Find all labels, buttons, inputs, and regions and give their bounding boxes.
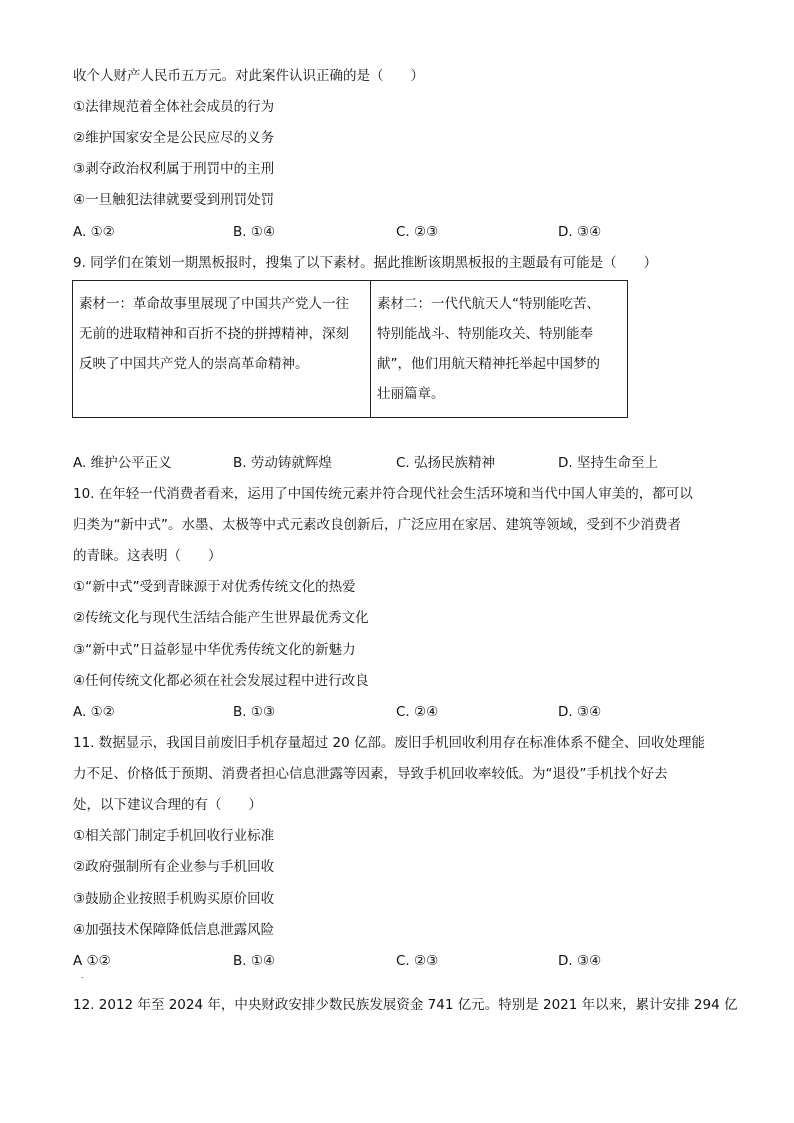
q8-option-d[interactable]: D. ③④ bbox=[558, 224, 602, 240]
q11-option-b[interactable]: B. ①④ bbox=[233, 953, 276, 969]
material-1-line-1: 素材一：革命故事里展现了中国共产党人一往 bbox=[79, 296, 349, 312]
q10-option-a[interactable]: A. ①② bbox=[73, 704, 115, 720]
q11-options bbox=[73, 951, 713, 971]
q9-option-d[interactable]: D. 坚持生命至上 bbox=[558, 455, 658, 471]
q11-option-a[interactable]: A ①② bbox=[73, 953, 111, 969]
q10-option-b[interactable]: B. ①③ bbox=[233, 704, 276, 720]
q9-material-2 bbox=[371, 281, 628, 418]
q8-stem-tail: 收个人财产人民币五万元。对此案件认识正确的是（ ） bbox=[73, 68, 424, 84]
material-2-line-1: 素材二：一代代航天人“特别能吃苦、 bbox=[377, 296, 600, 312]
q12-stem-start: 12. 2012 年至 2024 年，中央财政安排少数民族发展资金 741 亿元。特别是 2021 年以来，累计安排 294 亿 bbox=[73, 997, 738, 1013]
q9-option-c[interactable]: C. 弘扬民族精神 bbox=[396, 455, 496, 471]
q10-stem-line-3: 的青睐。这表明（ ） bbox=[73, 548, 222, 564]
q9-option-a[interactable]: A. 维护公平正义 bbox=[73, 455, 172, 471]
material-1-line-2: 无前的进取精神和百折不挠的拼搏精神，深刻 bbox=[79, 326, 349, 342]
material-2-line-3: 献”，他们用航天精神托举起中国梦的 bbox=[377, 356, 600, 372]
q11-statement-2: ②政府强制所有企业参与手机回收 bbox=[73, 859, 275, 875]
material-1-line-3: 反映了中国共产党人的崇高革命精神。 bbox=[79, 356, 309, 372]
q8-option-c[interactable]: C. ②③ bbox=[396, 224, 439, 240]
q8-statement-1: ①法律规范着全体社会成员的行为 bbox=[73, 99, 275, 115]
q10-statement-2: ②传统文化与现代生活结合能产生世界最优秀文化 bbox=[73, 610, 369, 626]
q9-material-1 bbox=[73, 281, 371, 418]
q8-statement-4: ④一旦触犯法律就要受到刑罚处罚 bbox=[73, 192, 275, 208]
q10-statement-4: ④任何传统文化都必须在社会发展过程中进行改良 bbox=[73, 673, 369, 689]
q11-option-d[interactable]: D. ③④ bbox=[558, 953, 602, 969]
q10-statement-1: ①“新中式”受到青睐源于对优秀传统文化的热爱 bbox=[73, 579, 356, 595]
q10-option-d[interactable]: D. ③④ bbox=[558, 704, 602, 720]
material-2-line-4: 壮丽篇章。 bbox=[377, 386, 445, 402]
q11-option-c[interactable]: C. ②③ bbox=[396, 953, 439, 969]
q11-stem-line-2: 力不足、价格低于预期、消费者担心信息泄露等因素，导致手机回收率较低。为“退役”手机找个好去 bbox=[73, 766, 668, 782]
q10-stem-line-1: 10. 在年轻一代消费者看来，运用了中国传统元素并符合现代社会生活环境和当代中国人审美的，都可以 bbox=[73, 486, 693, 502]
q11-statement-1: ①相关部门制定手机回收行业标准 bbox=[73, 828, 275, 844]
q8-option-a[interactable]: A. ①② bbox=[73, 224, 115, 240]
q11-stem-line-1: 11. 数据显示，我国目前废旧手机存量超过 20 亿部。废旧手机回收利用存在标准体系不健全、回收处理能 bbox=[73, 735, 706, 751]
q10-option-c[interactable]: C. ②④ bbox=[396, 704, 439, 720]
q9-stem: 9. 同学们在策划一期黑板报时，搜集了以下素材。据此推断该期黑板报的主题最有可能是（ ） bbox=[73, 255, 658, 271]
q10-statement-3: ③“新中式”日益彰显中华优秀传统文化的新魅力 bbox=[73, 642, 356, 658]
q8-statement-3: ③剥夺政治权利属于刑罚中的主刑 bbox=[73, 161, 275, 177]
q11-statement-4: ④加强技术保障降低信息泄露风险 bbox=[73, 922, 275, 938]
q11-statement-3: ③鼓励企业按照手机购买原价回收 bbox=[73, 891, 275, 907]
q9-options bbox=[73, 453, 713, 473]
q8-options bbox=[73, 222, 713, 242]
q8-option-b[interactable]: B. ①④ bbox=[233, 224, 276, 240]
q10-options bbox=[73, 702, 713, 722]
q10-stem-line-2: 归类为“新中式”。水墨、太极等中式元素改良创新后，广泛应用在家居、建筑等领域，受到不少消费者 bbox=[73, 517, 681, 533]
material-2-line-2: 特别能战斗、特别能攻关、特别能奉 bbox=[377, 326, 593, 342]
q8-statement-2: ②维护国家安全是公民应尽的义务 bbox=[73, 130, 275, 146]
q9-material-table bbox=[72, 280, 628, 418]
q9-option-b[interactable]: B. 劳动铸就辉煌 bbox=[233, 455, 332, 471]
q11-stem-line-3: 处，以下建议合理的有（ ） bbox=[73, 797, 262, 813]
stray-dot: . bbox=[81, 971, 84, 980]
